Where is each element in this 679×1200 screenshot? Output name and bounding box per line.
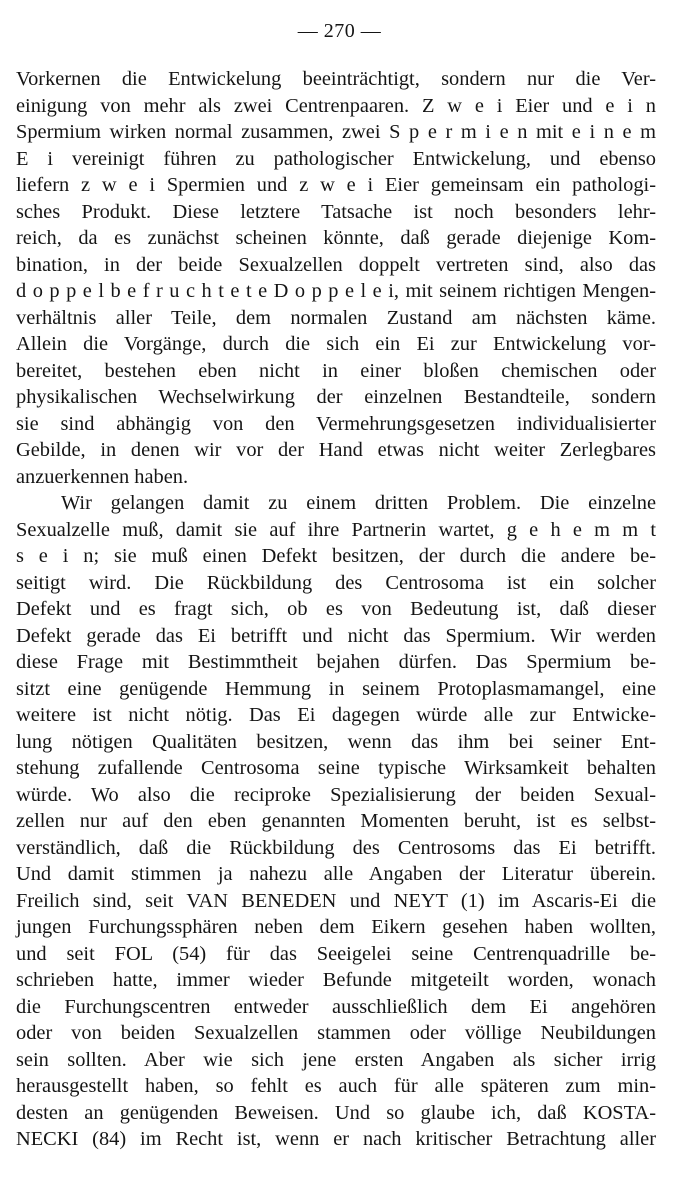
- text-line: s e i n; sie muß einen Defekt besitzen, der durch die andere be-: [16, 545, 656, 567]
- text-line: stehung zufallende Centrosoma seine typische Wirksamkeit behalten: [16, 757, 656, 779]
- text-line: oder von beiden Sexualzellen stammen oder völlige Neubildungen: [16, 1022, 656, 1044]
- body-text: [16, 66, 656, 1153]
- text-line: liefern z w e i Spermien und z w e i Eier gemeinsam ein pathologi-: [16, 174, 656, 196]
- page-number: — 270 —: [297, 20, 382, 42]
- text-line: sein sollten. Aber wie sich jene ersten Angaben als sicher irrig: [16, 1048, 656, 1071]
- text-line: Und damit stimmen ja nahezu alle Angaben der Literatur überein.: [16, 863, 656, 885]
- text-line: physikalischen Wechselwirkung der einzelnen Bestandteile, sondern: [16, 386, 656, 408]
- text-line: würde. Wo also die reciproke Spezialisierung der beiden Sexual-: [16, 783, 656, 806]
- text-line: jungen Furchungssphären neben dem Eikern gesehen haben wollten,: [16, 916, 656, 938]
- paragraph-start-line: Wir gelangen damit zu einem dritten Problem. Die einzelne: [61, 492, 656, 514]
- text-line: herausgestellt haben, so fehlt es auch für alle späteren zum min-: [16, 1075, 656, 1097]
- text-line: einigung von mehr als zwei Centrenpaaren. Z w e i Eier und e i n: [16, 94, 656, 117]
- text-line: bination, in der beide Sexualzellen doppelt vertreten sind, also das: [16, 253, 656, 276]
- text-line: lung nötigen Qualitäten besitzen, wenn das ihm bei seiner Ent-: [16, 730, 656, 753]
- text-line: die Furchungscentren entweder ausschließlich dem Ei angehören: [16, 995, 656, 1018]
- text-line: Gebilde, in denen wir vor der Hand etwas nicht weiter Zerlegbares: [16, 439, 656, 461]
- text-line: desten an genügenden Beweisen. Und so glaube ich, daß KOSTA-: [16, 1101, 656, 1124]
- text-line: zellen nur auf den eben genannten Momenten beruht, ist es selbst-: [16, 810, 656, 832]
- text-line: d o p p e l b e f r u c h t e t e D o p p e l e i, mit seinem richtigen Mengen-: [16, 280, 656, 302]
- text-line: schrieben hatte, immer wieder Befunde mitgeteilt worden, wonach: [16, 969, 656, 991]
- text-line: sitzt eine genügende Hemmung in seinem Protoplasmamangel, eine: [16, 677, 656, 700]
- text-line: sches Produkt. Diese letztere Tatsache ist noch besonders lehr-: [16, 200, 656, 223]
- text-line: verständlich, daß die Rückbildung des Centrosoms das Ei betrifft.: [16, 836, 656, 859]
- text-line: weitere ist nicht nötig. Das Ei dagegen würde alle zur Entwicke-: [16, 704, 656, 726]
- text-line: E i vereinigt führen zu pathologischer Entwickelung, und ebenso: [16, 147, 656, 170]
- text-line: Defekt und es fragt sich, ob es von Bedeutung ist, daß dieser: [16, 598, 656, 620]
- text-line: Allein die Vorgänge, durch die sich ein Ei zur Entwickelung vor-: [16, 333, 656, 355]
- paragraph-end-line: anzuerkennen haben.: [16, 465, 189, 488]
- text-line: Defekt gerade das Ei betrifft und nicht das Spermium. Wir werden: [16, 624, 656, 647]
- text-line: Spermium wirken normal zusammen, zwei S p e r m i e n mit e i n e m: [16, 121, 656, 143]
- text-line: reich, da es zunächst scheinen könnte, daß gerade diejenige Kom-: [16, 227, 656, 249]
- text-line: diese Frage mit Bestimmtheit bejahen dürfen. Das Spermium be-: [16, 651, 656, 673]
- text-line: Vorkernen die Entwickelung beeinträchtigt, sondern nur die Ver-: [16, 68, 656, 90]
- text-line: verhältnis aller Teile, dem normalen Zustand am nächsten käme.: [16, 306, 656, 329]
- text-line: bereitet, bestehen eben nicht in einer bloßen chemischen oder: [16, 359, 656, 382]
- text-line: und seit FOL (54) für das Seeigelei seine Centrenquadrille be-: [16, 942, 656, 965]
- text-line: seitigt wird. Die Rückbildung des Centrosoma ist ein solcher: [16, 571, 656, 594]
- text-line: Freilich sind, seit VAN BENEDEN und NEYT (1) im Ascaris-Ei die: [16, 889, 656, 912]
- text-line: sie sind abhängig von den Vermehrungsgesetzen individualisierter: [16, 412, 656, 435]
- text-line: Sexualzelle muß, damit sie auf ihre Partnerin wartet, g e h e m m t: [16, 518, 656, 541]
- text-line: NECKI (84) im Recht ist, wenn er nach kritischer Betrachtung aller: [16, 1128, 656, 1150]
